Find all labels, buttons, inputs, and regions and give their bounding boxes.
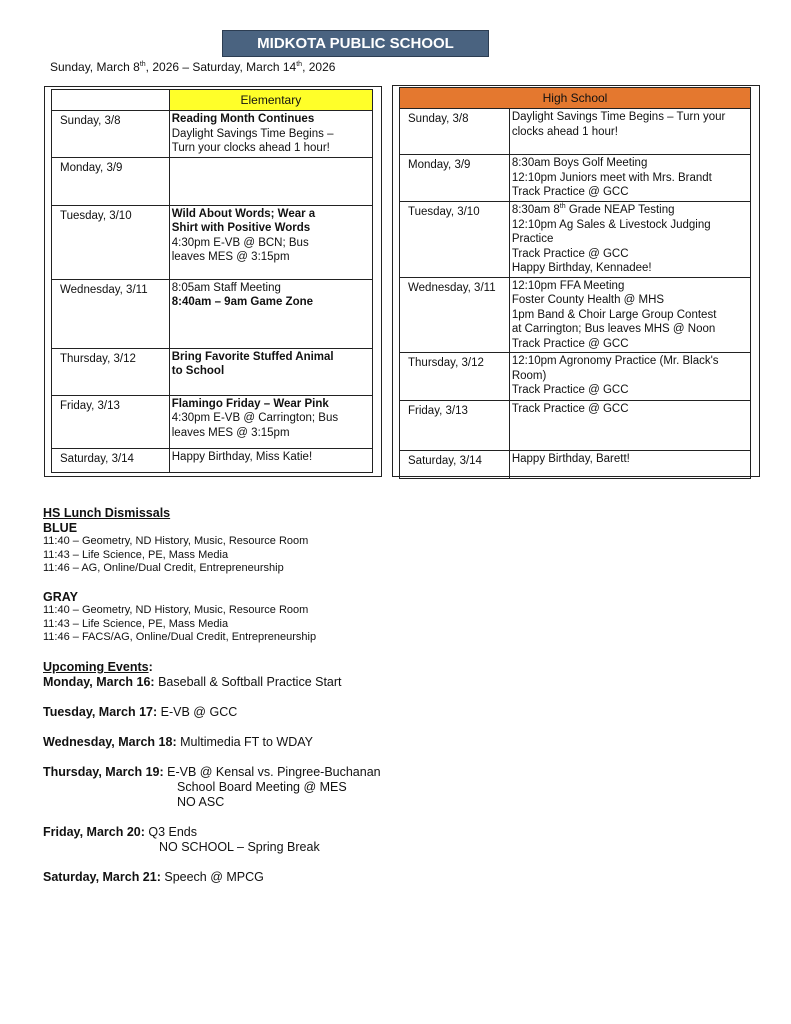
elementary-row: [52, 157, 373, 205]
event-line: Track Practice @ GCC: [511, 403, 629, 415]
event-line: 8:05am Staff Meeting: [171, 281, 281, 294]
event-item: [43, 870, 381, 885]
high_school-events-cell: [509, 451, 750, 479]
high_school-events-cell: [509, 109, 750, 155]
elementary-day-cell: Friday, 3/13: [52, 395, 170, 448]
elementary-events-cell: [169, 205, 372, 279]
event-date: Monday, March 16:: [43, 675, 155, 689]
event-line: [43, 735, 381, 750]
event-line: to School: [171, 365, 225, 377]
event-line: Turn your clocks ahead 1 hour!: [171, 142, 330, 154]
event-text: Speech @ MPCG: [164, 870, 264, 884]
event-line: Daylight Savings Time Begins –: [171, 127, 334, 140]
event-line: leaves MES @ 3:15pm: [171, 426, 290, 439]
high_school-day-cell: Wednesday, 3/11: [400, 277, 510, 353]
high_school-day-cell: Saturday, 3/14: [400, 451, 510, 479]
event-date: Friday, March 20:: [43, 825, 145, 839]
high_school-row: [400, 155, 751, 202]
event-text: NO SCHOOL – Spring Break: [159, 840, 320, 854]
event-item: [43, 735, 381, 750]
high_school-day-cell: Sunday, 3/8: [400, 109, 510, 155]
elementary-day-cell: Wednesday, 3/11: [52, 279, 170, 348]
high-school-header: High School: [400, 88, 751, 109]
elementary-day-cell: Sunday, 3/8: [52, 111, 170, 158]
high_school-events-cell: [509, 202, 750, 278]
event-line: [43, 675, 381, 690]
event-text: Baseball & Softball Practice Start: [158, 675, 342, 689]
elementary-events-cell: [169, 157, 372, 205]
spacer: [43, 576, 316, 590]
event-line: Room): [511, 369, 547, 382]
page-title: MIDKOTA PUBLIC SCHOOL: [222, 30, 489, 57]
high_school-day-cell: Tuesday, 3/10: [400, 202, 510, 278]
high-school-table: [399, 87, 751, 479]
event-line: Bring Favorite Stuffed Animal: [171, 350, 334, 363]
elementary-events-cell: [169, 348, 372, 395]
event-text: Multimedia FT to WDAY: [180, 735, 314, 749]
event-line: Track Practice @ GCC: [511, 186, 629, 198]
elementary-day-cell: Saturday, 3/14: [52, 448, 170, 472]
event-text: E-VB @ GCC: [160, 705, 238, 719]
event-line: 4:30pm E-VB @ BCN; Bus: [171, 236, 309, 249]
event-line: 4:30pm E-VB @ Carrington; Bus: [171, 412, 339, 424]
elementary-row: [52, 111, 373, 158]
high_school-row: [400, 401, 751, 451]
elementary-row: [52, 348, 373, 395]
event-line: 8:40am – 9am Game Zone: [171, 296, 314, 308]
high_school-day-cell: Friday, 3/13: [400, 401, 510, 451]
lunch-item: 11:46 – AG, Online/Dual Credit, Entrepreneurship: [43, 562, 284, 574]
lunch-dismissals: [43, 507, 316, 645]
event-line: 1pm Band & Choir Large Group Contest: [511, 308, 717, 321]
event-item: [43, 825, 381, 855]
high_school-day-cell: Thursday, 3/12: [400, 353, 510, 401]
event-line: leaves MES @ 3:15pm: [171, 251, 290, 263]
event-item: [43, 765, 381, 810]
high_school-events-cell: [509, 401, 750, 451]
event-line: Wild About Words; Wear a: [171, 207, 316, 220]
event-line: at Carrington; Bus leaves MHS @ Noon: [511, 323, 716, 335]
lunch-item: 11:46 – FACS/AG, Online/Dual Credit, Entrepreneurship: [43, 631, 317, 643]
high_school-events-cell: [509, 277, 750, 353]
event-line: Foster County Health @ MHS: [511, 294, 665, 306]
elementary-events-cell: [169, 395, 372, 448]
event-item: [43, 705, 381, 720]
event-text: NO ASC: [177, 795, 225, 809]
event-date: Tuesday, March 17:: [43, 705, 158, 719]
lunch-group-name: BLUE: [43, 520, 78, 535]
event-line: 12:10pm Ag Sales & Livestock Judging: [511, 218, 711, 231]
high_school-events-cell: [509, 353, 750, 401]
spacer: [43, 690, 381, 705]
upcoming-events: [43, 660, 381, 885]
event-line: Shirt with Positive Words: [171, 222, 311, 234]
spacer: [43, 750, 381, 765]
event-line: Happy Birthday, Barett!: [511, 453, 630, 465]
elementary-day-cell: Tuesday, 3/10: [52, 205, 170, 279]
lunch-group-name: GRAY: [43, 589, 78, 604]
lunch-item: 11:43 – Life Science, PE, Mass Media: [43, 548, 229, 561]
elementary-events-cell: [169, 448, 372, 472]
event-line: 12:10pm Agronomy Practice (Mr. Black's: [511, 355, 719, 367]
event-line: Track Practice @ GCC: [511, 337, 629, 350]
event-date: Wednesday, March 18:: [43, 735, 177, 749]
event-line: Track Practice @ GCC: [511, 247, 629, 260]
event-text: Q3 Ends: [148, 825, 198, 839]
high_school-row: [400, 202, 751, 278]
high_school-day-cell: Monday, 3/9: [400, 155, 510, 202]
event-line: Track Practice @ GCC: [511, 384, 629, 396]
lunch-item: 11:40 – Geometry, ND History, Music, Resource Room: [43, 535, 309, 547]
event-line: Happy Birthday, Kennadee!: [511, 262, 652, 274]
lunch-heading: HS Lunch Dismissals: [43, 506, 171, 520]
event-date: Saturday, March 21:: [43, 870, 161, 884]
event-line: Flamingo Friday – Wear Pink: [171, 397, 329, 410]
lunch-item: 11:40 – Geometry, ND History, Music, Resource Room: [43, 604, 309, 616]
elementary-events-cell: [169, 111, 372, 158]
elementary-row: [52, 205, 373, 279]
spacer: [43, 855, 381, 870]
spacer: [43, 720, 381, 735]
event-line: Reading Month Continues: [171, 113, 315, 125]
elementary-header: Elementary: [169, 90, 372, 111]
event-line: [43, 870, 381, 885]
lunch-item: 11:43 – Life Science, PE, Mass Media: [43, 617, 229, 630]
elementary-table: [51, 89, 373, 473]
elementary-row: [52, 448, 373, 472]
elementary-events-cell: [169, 279, 372, 348]
high_school-events-cell: [509, 155, 750, 202]
event-line: Daylight Savings Time Begins – Turn your: [511, 111, 726, 123]
events-heading: Upcoming Events:: [43, 660, 153, 674]
elementary-row: [52, 395, 373, 448]
spacer: [43, 810, 381, 825]
elementary-day-cell: Thursday, 3/12: [52, 348, 170, 395]
event-text: E-VB @ Kensal vs. Pingree-Buchanan: [167, 765, 381, 779]
elementary-day-cell: Monday, 3/9: [52, 157, 170, 205]
event-line: [43, 825, 381, 840]
high_school-row: [400, 109, 751, 155]
event-line: 12:10pm FFA Meeting: [511, 279, 625, 292]
event-line: clocks ahead 1 hour!: [511, 125, 618, 138]
event-line: [43, 765, 381, 780]
event-line: 8:30am Boys Golf Meeting: [511, 157, 648, 169]
high_school-row: [400, 353, 751, 401]
event-line: [43, 705, 381, 720]
event-line: Happy Birthday, Miss Katie!: [171, 450, 313, 463]
date-range: Sunday, March 8th, 2026 – Saturday, March 14th, 2026: [50, 60, 336, 74]
high_school-row: [400, 277, 751, 353]
elementary-row: [52, 279, 373, 348]
event-line: 12:10pm Juniors meet with Mrs. Brandt: [511, 171, 712, 184]
event-item: [43, 675, 381, 690]
event-line: Practice: [511, 233, 554, 245]
event-date: Thursday, March 19:: [43, 765, 164, 779]
event-text: School Board Meeting @ MES: [177, 780, 347, 794]
high_school-row: [400, 451, 751, 479]
event-line: 8:30am 8th Grade NEAP Testing: [511, 203, 675, 216]
